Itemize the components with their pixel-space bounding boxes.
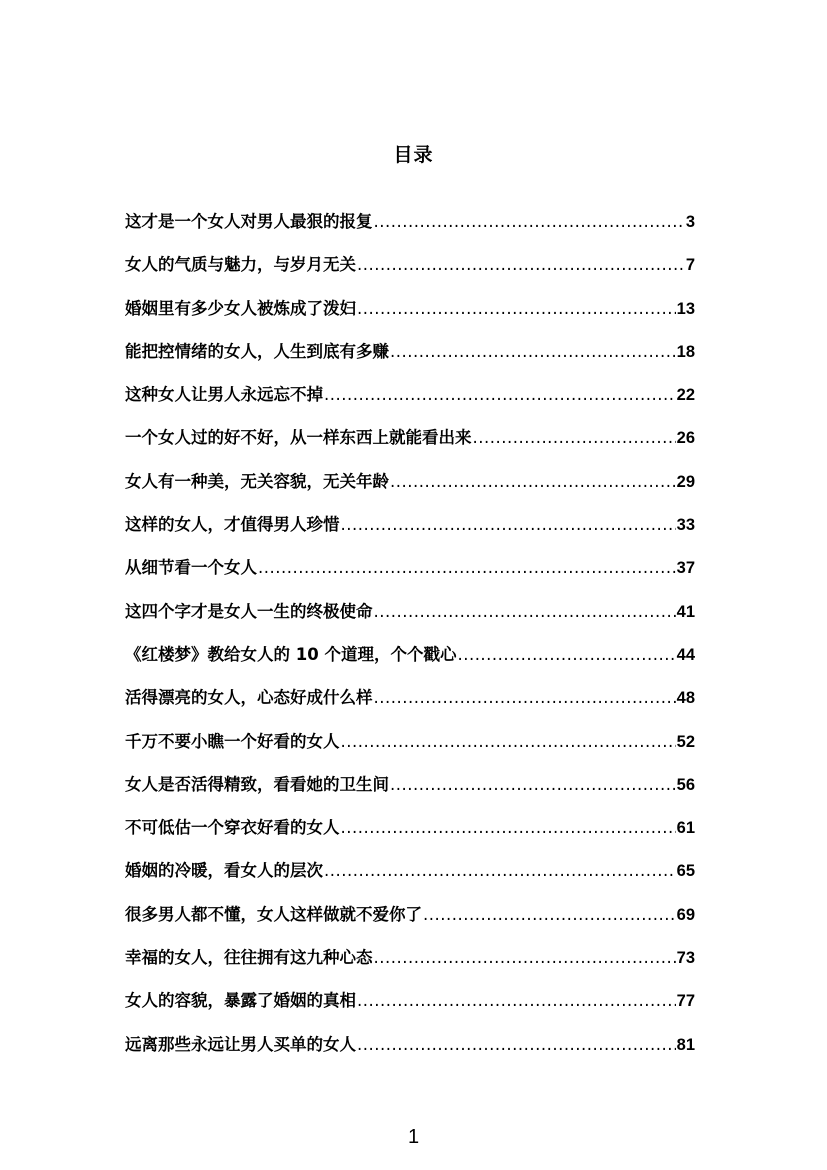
- toc-entry-page: 41: [676, 602, 695, 621]
- toc-dot-leader: [357, 1035, 676, 1054]
- toc-entry-title: 千万不要小瞧一个好看的女人: [125, 731, 340, 751]
- toc-entry[interactable]: [125, 208, 695, 251]
- toc-entry-page: 26: [676, 429, 695, 448]
- toc-dot-leader: [390, 472, 676, 491]
- toc-entry-title: 远离那些永远让男人买单的女人: [125, 1034, 356, 1054]
- toc-dot-leader: [341, 732, 676, 751]
- toc-entry[interactable]: [125, 381, 695, 424]
- toc-entry-title: 这才是一个女人对男人最狠的报复: [125, 212, 373, 231]
- toc-entry-page: 37: [676, 559, 695, 578]
- toc-entry-page: 44: [676, 645, 695, 664]
- toc-dot-leader: [374, 948, 676, 967]
- toc-dot-leader: [374, 212, 685, 231]
- toc-entry[interactable]: [125, 554, 695, 597]
- toc-dot-leader: [357, 299, 676, 318]
- toc-entry[interactable]: [125, 857, 695, 900]
- toc-entry[interactable]: [125, 684, 695, 727]
- toc-entry-page: 56: [676, 775, 695, 794]
- toc-entry[interactable]: [125, 251, 695, 294]
- toc-entry-title: 婚姻的冷暖，看女人的层次: [125, 861, 323, 881]
- toc-entry-page: 13: [676, 299, 695, 318]
- toc-entry-title: 能把控情绪的女人，人生到底有多赚: [125, 341, 389, 361]
- toc-dot-leader: [374, 688, 676, 707]
- toc-entry-page: 77: [676, 992, 695, 1011]
- toc-entry-page: 61: [676, 819, 695, 838]
- toc-entry-page: 65: [676, 862, 695, 881]
- toc-entry[interactable]: [125, 771, 695, 814]
- toc-dot-leader: [423, 905, 676, 924]
- toc-entry[interactable]: [125, 987, 695, 1030]
- toc-entry-title: 女人的容貌，暴露了婚姻的真相: [125, 991, 356, 1011]
- toc-entry-title: 幸福的女人，往往拥有这九种心态: [125, 948, 373, 968]
- toc-dot-leader: [390, 342, 676, 361]
- toc-entry-page: 3: [685, 213, 695, 231]
- toc-dot-leader: [324, 861, 676, 880]
- toc-entry[interactable]: [125, 424, 695, 467]
- toc-entry-title: 从细节看一个女人: [125, 558, 257, 578]
- toc-entry-title: 女人的气质与魅力，与岁月无关: [125, 255, 356, 275]
- toc-entry-page: 7: [685, 256, 695, 275]
- toc-dot-leader: [357, 991, 676, 1010]
- toc-entry[interactable]: [125, 295, 695, 338]
- page-number: 1: [407, 1126, 420, 1148]
- toc-list: [125, 208, 695, 1074]
- toc-entry-page: 33: [676, 516, 695, 535]
- toc-entry-title: 一个女人过的好不好，从一样东西上就能看出来: [125, 428, 472, 448]
- toc-entry-page: 73: [676, 949, 695, 968]
- toc-entry-page: 48: [676, 689, 695, 708]
- toc-entry-page: 52: [676, 732, 695, 751]
- page-title: 目录: [393, 144, 434, 166]
- toc-entry-title: 这四个字才是女人一生的终极使命: [125, 601, 373, 621]
- toc-dot-leader: [357, 255, 685, 274]
- toc-entry-page: 81: [676, 1035, 695, 1054]
- toc-entry-title: 女人有一种美，无关容貌，无关年龄: [125, 471, 389, 491]
- toc-entry[interactable]: [125, 338, 695, 381]
- toc-entry-page: 69: [676, 905, 695, 924]
- toc-entry-title: 这样的女人，才值得男人珍惜: [125, 515, 340, 535]
- toc-entry-title: 很多男人都不懂，女人这样做就不爱你了: [125, 904, 422, 924]
- toc-entry-title: 这种女人让男人永远忘不掉: [125, 385, 323, 405]
- toc-entry[interactable]: [125, 814, 695, 857]
- toc-entry-page: 29: [676, 472, 695, 491]
- toc-dot-leader: [374, 602, 676, 621]
- toc-entry-page: 18: [676, 342, 695, 361]
- toc-entry[interactable]: [125, 598, 695, 641]
- toc-entry[interactable]: [125, 511, 695, 554]
- toc-entry[interactable]: [125, 1031, 695, 1074]
- toc-entry-title: 活得漂亮的女人，心态好成什么样: [125, 688, 373, 708]
- toc-dot-leader: [341, 515, 676, 534]
- toc-dot-leader: [341, 818, 676, 837]
- toc-entry[interactable]: [125, 944, 695, 987]
- toc-dot-leader: [324, 385, 676, 404]
- toc-entry-page: 22: [676, 386, 695, 405]
- toc-entry-title: 婚姻里有多少女人被炼成了泼妇: [125, 298, 356, 318]
- toc-entry-title: 不可低估一个穿衣好看的女人: [125, 818, 340, 838]
- toc-entry[interactable]: [125, 901, 695, 944]
- toc-entry[interactable]: [125, 641, 695, 684]
- toc-entry-title: 女人是否活得精致，看看她的卫生间: [125, 774, 389, 794]
- toc-entry[interactable]: [125, 468, 695, 511]
- toc-dot-leader: [390, 775, 676, 794]
- toc-dot-leader: [258, 558, 676, 577]
- toc-dot-leader: [473, 428, 676, 447]
- toc-entry-title: 《红楼梦》教给女人的 10 个道理，个个戳心: [125, 644, 457, 664]
- toc-entry[interactable]: [125, 728, 695, 771]
- toc-dot-leader: [457, 645, 675, 664]
